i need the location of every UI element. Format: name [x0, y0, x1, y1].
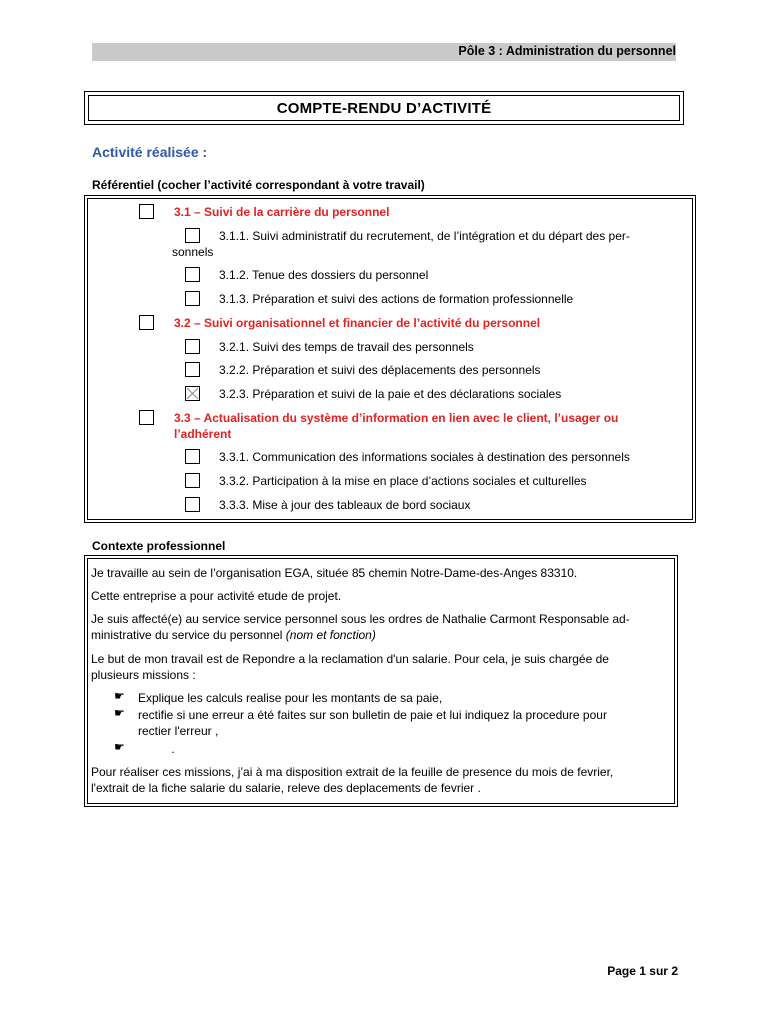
checkbox-3-2-3[interactable]	[185, 386, 200, 401]
header-pole: Pôle 3 : Administration du personnel	[458, 44, 676, 58]
bullet-icon: ☛	[114, 689, 125, 703]
checkbox-3-1-3[interactable]	[185, 291, 200, 306]
item-3-1-2: 3.1.2. Tenue des dossiers du personnel	[219, 268, 429, 282]
page-prefix: Page	[607, 964, 636, 978]
checkbox-3-2-2[interactable]	[185, 362, 200, 377]
bullet-2-line2: rectier l'erreur ,	[138, 724, 219, 738]
title-box	[84, 91, 684, 125]
contexte-p3-line2	[91, 627, 671, 643]
checkbox-section-3-1[interactable]	[139, 204, 154, 219]
section-3-2-label: 3.2 – Suivi organisationnel et financier de l’activité du personnel	[174, 316, 541, 330]
activite-label: Activité réalisée :	[92, 144, 208, 160]
page-current: 1	[639, 964, 646, 978]
bullet-icon: ☛	[114, 706, 125, 720]
contexte-p2: Cette entreprise a pour activité etude de projet.	[91, 589, 342, 603]
item-3-2-2: 3.2.2. Préparation et suivi des déplacements des personnels	[219, 363, 541, 377]
contexte-title: Contexte professionnel	[92, 539, 226, 553]
item-3-3-1: 3.3.1. Communication des informations sociales à destination des personnels	[219, 450, 630, 464]
contexte-p3-line1: Je suis affecté(e) au service service personnel sous les ordres de Nathalie Carmont Responsable ad-	[91, 612, 630, 626]
contexte-p3-line2-text: ministrative du service du personnel	[91, 628, 283, 642]
checkbox-3-3-3[interactable]	[185, 497, 200, 512]
section-3-3-label-line2: l’adhérent	[174, 427, 232, 441]
contexte-p4-line1: Le but de mon travail est de Repondre a la reclamation d'un salarie. Pour cela, je suis chargée de	[91, 652, 609, 666]
checkbox-3-1-1[interactable]	[185, 228, 200, 243]
bullet-icon: ☛	[114, 740, 125, 754]
item-3-2-3: 3.2.3. Préparation et suivi de la paie et des déclarations sociales	[219, 387, 562, 401]
contexte-p1: Je travaille au sein de l’organisation EGA, située 85 chemin Notre-Dame-des-Anges 83310.	[91, 566, 578, 580]
item-3-2-1: 3.2.1. Suivi des temps de travail des personnels	[219, 340, 474, 354]
header-bar	[92, 43, 676, 61]
item-3-3-2: 3.3.2. Participation à la mise en place d’actions sociales et culturelles	[219, 474, 587, 488]
checkbox-3-2-1[interactable]	[185, 339, 200, 354]
contexte-p5-line2: l'extrait de la fiche salarie du salarie, releve des deplacements de fevrier .	[91, 781, 481, 795]
checkbox-section-3-3[interactable]	[139, 410, 154, 425]
bullet-1-line1: Explique les calculs realise pour les montants de sa paie,	[138, 691, 443, 705]
item-3-3-3: 3.3.3. Mise à jour des tableaux de bord sociaux	[219, 498, 471, 512]
contexte-p4-line2: plusieurs missions :	[91, 668, 196, 682]
page-sep: sur	[649, 964, 668, 978]
page-title: COMPTE-RENDU D’ACTIVITÉ	[276, 99, 492, 117]
item-3-1-1-line1: 3.1.1. Suivi administratif du recrutement, de l’intégration et du départ des per-	[219, 229, 630, 243]
bullet-2-line1: rectifie si une erreur a été faites sur son bulletin de paie et lui indiquez la procedure pour	[138, 708, 607, 722]
section-3-1-label: 3.1 – Suivi de la carrière du personnel	[174, 205, 390, 219]
page-number	[607, 964, 678, 978]
checkbox-3-1-2[interactable]	[185, 267, 200, 282]
checkbox-section-3-2[interactable]	[139, 315, 154, 330]
item-3-1-1-line2: sonnels	[172, 245, 214, 259]
item-3-1-3: 3.1.3. Préparation et suivi des actions de formation professionnelle	[219, 292, 574, 306]
checkbox-3-3-2[interactable]	[185, 473, 200, 488]
bullet-3-line1: .	[138, 742, 175, 756]
contexte-p5-line1: Pour réaliser ces missions, j’ai à ma disposition extrait de la feuille de presence du mois de fevrier,	[91, 765, 614, 779]
referentiel-title: Référentiel (cocher l’activité correspondant à votre travail)	[92, 178, 425, 192]
checkbox-3-3-1[interactable]	[185, 449, 200, 464]
section-3-3-label-line1: 3.3 – Actualisation du système d’information en lien avec le client, l’usager ou	[174, 411, 619, 425]
contexte-p3-em: (nom et fonction)	[285, 628, 376, 642]
page-total: 2	[671, 964, 678, 978]
